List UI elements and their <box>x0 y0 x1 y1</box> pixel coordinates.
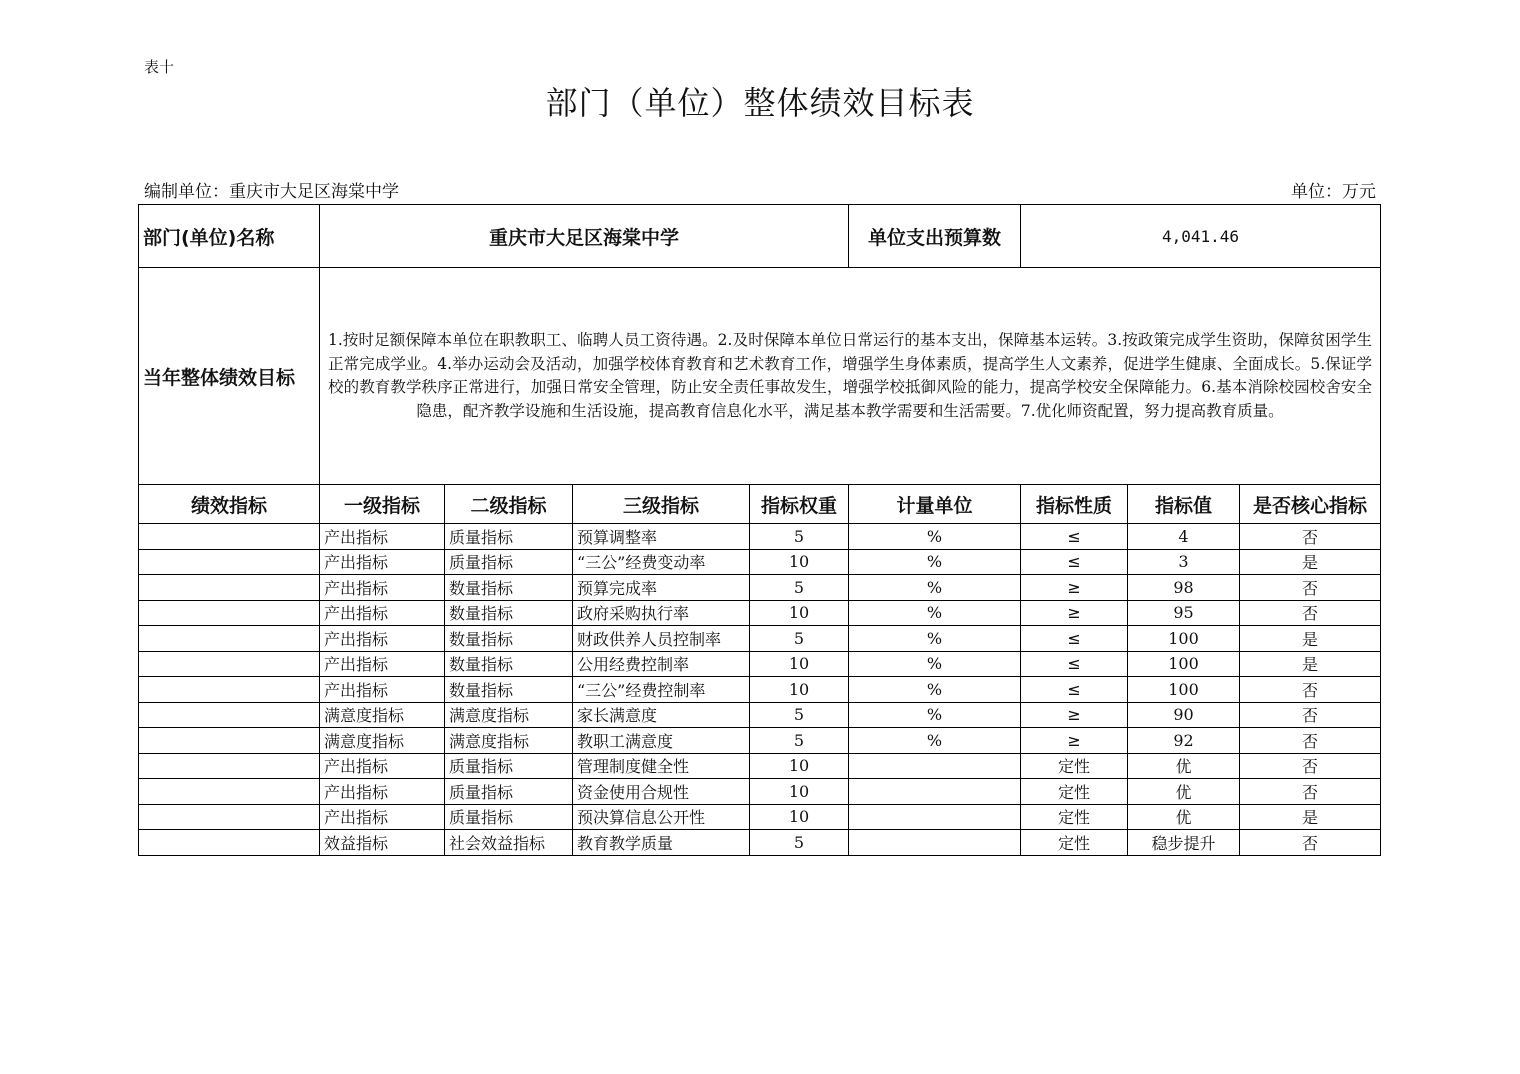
cell-weight: 10 <box>750 600 849 626</box>
cell-nature: ≤ <box>1021 626 1128 652</box>
cell-nature: 定性 <box>1021 830 1128 856</box>
goal-label: 当年整体绩效目标 <box>139 268 320 485</box>
cell-unit: % <box>849 702 1021 728</box>
cell-core: 否 <box>1240 600 1381 626</box>
cell-value: 100 <box>1128 626 1240 652</box>
cell-level1: 产出指标 <box>320 779 445 805</box>
table-row <box>139 626 1381 652</box>
cell-level2: 数量指标 <box>445 600 573 626</box>
goal-row <box>139 268 1381 485</box>
cell-level1: 产出指标 <box>320 804 445 830</box>
cell-level2: 质量指标 <box>445 549 573 575</box>
col-nature: 指标性质 <box>1021 485 1128 524</box>
cell-level3: 家长满意度 <box>573 702 750 728</box>
cell-value: 90 <box>1128 702 1240 728</box>
cell-level3: 资金使用合规性 <box>573 779 750 805</box>
cell-unit: % <box>849 524 1021 550</box>
cell-core: 是 <box>1240 549 1381 575</box>
page-title: 部门（单位）整体绩效目标表 <box>545 84 975 122</box>
cell-perf-empty <box>139 753 320 779</box>
cell-value: 4 <box>1128 524 1240 550</box>
cell-value: 95 <box>1128 600 1240 626</box>
cell-level1: 产出指标 <box>320 651 445 677</box>
cell-perf-empty <box>139 728 320 754</box>
cell-nature: ≥ <box>1021 600 1128 626</box>
cell-perf-empty <box>139 677 320 703</box>
cell-nature: ≤ <box>1021 677 1128 703</box>
cell-level3: 政府采购执行率 <box>573 600 750 626</box>
cell-value: 3 <box>1128 549 1240 575</box>
cell-core: 否 <box>1240 728 1381 754</box>
cell-unit <box>849 779 1021 805</box>
cell-level2: 数量指标 <box>445 677 573 703</box>
cell-unit: % <box>849 626 1021 652</box>
cell-unit <box>849 753 1021 779</box>
cell-perf-empty <box>139 702 320 728</box>
cell-level1: 产出指标 <box>320 626 445 652</box>
dept-name-value: 重庆市大足区海棠中学 <box>320 205 849 268</box>
cell-level3: 预决算信息公开性 <box>573 804 750 830</box>
table-number: 表十 <box>144 58 175 76</box>
cell-value: 优 <box>1128 779 1240 805</box>
table-row <box>139 728 1381 754</box>
cell-level1: 满意度指标 <box>320 702 445 728</box>
cell-unit: % <box>849 549 1021 575</box>
cell-level1: 产出指标 <box>320 753 445 779</box>
cell-perf-empty <box>139 575 320 601</box>
cell-level2: 满意度指标 <box>445 728 573 754</box>
cell-nature: ≤ <box>1021 524 1128 550</box>
cell-core: 否 <box>1240 702 1381 728</box>
cell-level3: 教育教学质量 <box>573 830 750 856</box>
col-weight: 指标权重 <box>750 485 849 524</box>
cell-core: 是 <box>1240 651 1381 677</box>
cell-value: 100 <box>1128 677 1240 703</box>
cell-level2: 数量指标 <box>445 575 573 601</box>
table-row <box>139 779 1381 805</box>
cell-core: 否 <box>1240 524 1381 550</box>
table-row <box>139 753 1381 779</box>
cell-value: 100 <box>1128 651 1240 677</box>
cell-level3: 教职工满意度 <box>573 728 750 754</box>
table-row <box>139 651 1381 677</box>
cell-weight: 10 <box>750 677 849 703</box>
cell-weight: 5 <box>750 728 849 754</box>
cell-nature: ≤ <box>1021 549 1128 575</box>
cell-core: 否 <box>1240 575 1381 601</box>
cell-perf-empty <box>139 549 320 575</box>
budget-value: 4,041.46 <box>1021 205 1381 268</box>
cell-unit: % <box>849 575 1021 601</box>
cell-value: 98 <box>1128 575 1240 601</box>
cell-weight: 10 <box>750 753 849 779</box>
budget-label: 单位支出预算数 <box>849 205 1021 268</box>
cell-value: 稳步提升 <box>1128 830 1240 856</box>
cell-weight: 10 <box>750 804 849 830</box>
cell-nature: ≤ <box>1021 651 1128 677</box>
cell-nature: ≥ <box>1021 575 1128 601</box>
cell-perf-empty <box>139 830 320 856</box>
cell-level3: “三公”经费变动率 <box>573 549 750 575</box>
cell-nature: 定性 <box>1021 753 1128 779</box>
col-level1: 一级指标 <box>320 485 445 524</box>
col-level3: 三级指标 <box>573 485 750 524</box>
cell-level1: 产出指标 <box>320 524 445 550</box>
cell-perf-empty <box>139 779 320 805</box>
cell-perf-empty <box>139 600 320 626</box>
cell-weight: 5 <box>750 524 849 550</box>
cell-level3: “三公”经费控制率 <box>573 677 750 703</box>
cell-weight: 5 <box>750 575 849 601</box>
table-row <box>139 677 1381 703</box>
cell-level1: 产出指标 <box>320 575 445 601</box>
cell-weight: 10 <box>750 651 849 677</box>
cell-perf-empty <box>139 651 320 677</box>
cell-nature: ≥ <box>1021 702 1128 728</box>
cell-core: 否 <box>1240 830 1381 856</box>
cell-level2: 数量指标 <box>445 651 573 677</box>
table-row <box>139 600 1381 626</box>
cell-weight: 5 <box>750 702 849 728</box>
cell-value: 优 <box>1128 753 1240 779</box>
dept-name-label: 部门(单位)名称 <box>139 205 320 268</box>
cell-unit <box>849 830 1021 856</box>
cell-core: 是 <box>1240 626 1381 652</box>
cell-perf-empty <box>139 524 320 550</box>
cell-value: 92 <box>1128 728 1240 754</box>
cell-weight: 5 <box>750 626 849 652</box>
goal-text: 1.按时足额保障本单位在职教职工、临聘人员工资待遇。2.及时保障本单位日常运行的基本支出，保障基本运转。3.按政策完成学生资助，保障贫困学生正常完成学业。4.举办运动会及活动，加强学校体育教育和艺术教育工作，增强学生身体素质，提高学生人文素养，促进学生健康、全面成长。5.保证学校的教育教学秩序正常进行，加强日常安全管理，防止安全责任事故发生，增强学校抵御风险的能力，提高学校安全保障能力。6.基本消除校园校舍安全隐患，配齐教学设施和生活设施，提高教育信息化水平，满足基本教学需要和生活需要。7.优化师资配置，努力提高教育质量。 <box>320 268 1381 485</box>
table-row <box>139 830 1381 856</box>
cell-weight: 10 <box>750 549 849 575</box>
cell-level3: 财政供养人员控制率 <box>573 626 750 652</box>
cell-level2: 质量指标 <box>445 804 573 830</box>
col-level2: 二级指标 <box>445 485 573 524</box>
cell-level2: 社会效益指标 <box>445 830 573 856</box>
col-unit: 计量单位 <box>849 485 1021 524</box>
table-row <box>139 575 1381 601</box>
cell-unit <box>849 804 1021 830</box>
cell-level3: 预算调整率 <box>573 524 750 550</box>
cell-unit: % <box>849 677 1021 703</box>
cell-level1: 产出指标 <box>320 549 445 575</box>
cell-level1: 满意度指标 <box>320 728 445 754</box>
cell-core: 是 <box>1240 804 1381 830</box>
cell-unit: % <box>849 600 1021 626</box>
cell-core: 否 <box>1240 677 1381 703</box>
table-row <box>139 804 1381 830</box>
cell-unit: % <box>849 728 1021 754</box>
cell-level2: 满意度指标 <box>445 702 573 728</box>
cell-nature: ≥ <box>1021 728 1128 754</box>
currency-unit: 单位：万元 <box>1291 182 1376 202</box>
cell-perf-empty <box>139 804 320 830</box>
cell-weight: 5 <box>750 830 849 856</box>
cell-level2: 质量指标 <box>445 753 573 779</box>
cell-nature: 定性 <box>1021 804 1128 830</box>
table-row <box>139 524 1381 550</box>
cell-perf-empty <box>139 626 320 652</box>
col-perf: 绩效指标 <box>139 485 320 524</box>
cell-level2: 数量指标 <box>445 626 573 652</box>
cell-core: 否 <box>1240 779 1381 805</box>
cell-unit: % <box>849 651 1021 677</box>
column-header-row <box>139 485 1381 524</box>
cell-level1: 产出指标 <box>320 677 445 703</box>
cell-level2: 质量指标 <box>445 524 573 550</box>
performance-table <box>138 204 1381 856</box>
cell-level2: 质量指标 <box>445 779 573 805</box>
cell-weight: 10 <box>750 779 849 805</box>
compiling-unit: 编制单位：重庆市大足区海棠中学 <box>144 182 399 202</box>
cell-level3: 管理制度健全性 <box>573 753 750 779</box>
cell-level3: 公用经费控制率 <box>573 651 750 677</box>
cell-level3: 预算完成率 <box>573 575 750 601</box>
table-row <box>139 549 1381 575</box>
col-core: 是否核心指标 <box>1240 485 1381 524</box>
col-value: 指标值 <box>1128 485 1240 524</box>
cell-level1: 产出指标 <box>320 600 445 626</box>
cell-value: 优 <box>1128 804 1240 830</box>
dept-info-row <box>139 205 1381 268</box>
cell-core: 否 <box>1240 753 1381 779</box>
table-row <box>139 702 1381 728</box>
cell-nature: 定性 <box>1021 779 1128 805</box>
cell-level1: 效益指标 <box>320 830 445 856</box>
